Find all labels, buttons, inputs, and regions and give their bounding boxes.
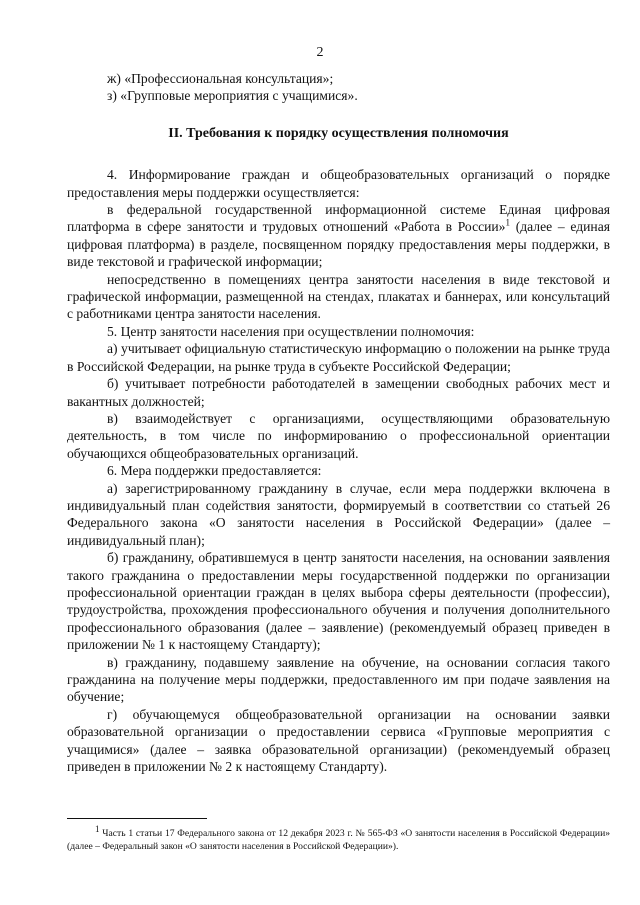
footnote-mark: 1 (95, 823, 100, 834)
section-title: II. Требования к порядку осуществления полномочия (168, 125, 509, 141)
intro-item-z: з) «Групповые мероприятия с учащимися». (107, 88, 358, 104)
paragraph-6: 6. Мера поддержки предоставляется: (107, 463, 322, 479)
paragraph-4-platform-text-end: (далее – единая цифровая платформа) в разделе, посвященном порядку предоставления меры поддержки, в виде текстовой и графической информации; (67, 219, 610, 270)
paragraph-6-c: в) гражданину, подавшему заявление на обучение, на основании согласия такого гражданина на получение меры поддержки, предоставленного им при подаче заявления на обучение; (67, 654, 610, 705)
paragraph-6-a: а) зарегистрированному гражданину в случае, если мера поддержки включена в индивидуальный план содействия занятости, формируемый в соответствии со статьей 26 Федерального закона «О занятости населения в Российской Федерации» (далее – индивидуальный план); (67, 480, 610, 548)
paragraph-5-b: б) учитывает потребности работодателей в замещении свободных рабочих мест и вакантных должностей; (67, 376, 610, 409)
footnote-reference: 1 (505, 217, 510, 228)
intro-item-zh: ж) «Профессиональная консультация»; (107, 71, 334, 86)
footnote-divider (67, 818, 207, 819)
paragraph-4-platform-text: в федеральной государственной информационной системе Единая цифровая платформа в сфере занятости и трудовых отношений «Работа в России» (67, 202, 610, 235)
paragraph-5-a: а) учитывает официальную статистическую информацию о положении на рынке труда в Российской Федерации, на рынке труда в субъекте Российской Федерации; (67, 341, 610, 374)
paragraph-5-c: в) взаимодействует с организациями, осуществляющими образовательную деятельность, в том числе по информированию о профессиональной ориентации обучающихся общеобразовательных организаций. (67, 410, 610, 461)
page-number: 2 (316, 45, 324, 60)
paragraph-4-premises: непосредственно в помещениях центра занятости населения в виде текстовой и графической информации, размещенной на стендах, плакатах и баннерах, или консультаций с работниками центра занятости населения. (67, 271, 610, 322)
paragraph-6-b: б) гражданину, обратившемуся в центр занятости населения, на основании заявления такого гражданина о предоставлении меры государственной поддержки по организации профессиональной ориентации граждан в целях выбора сферы деятельности (профессии), трудоустройства, прохождения профессионального обучения и получения дополнительного профессионального образования (далее – заявление) (рекомендуемый образец приведен в приложении № 1 к настоящему Стандарту); (67, 550, 610, 653)
document-body (67, 70, 610, 775)
paragraph-4-platform (67, 201, 610, 271)
paragraph-5: 5. Центр занятости населения при осуществлении полномочия: (107, 323, 475, 339)
footnote (67, 818, 610, 853)
paragraph-4: 4. Информирование граждан и общеобразовательных организаций о порядке предоставления меры поддержки осуществляется: (67, 167, 610, 200)
footnote-body: Часть 1 статьи 17 Федерального закона от 12 декабря 2023 г. № 565-ФЗ «О занятости населения в Российской Федерации» (далее – Федеральный закон «О занятости населения в Российской Федерации»). (67, 828, 610, 852)
footnote-text (67, 823, 610, 853)
paragraph-6-d: г) обучающемуся общеобразовательной организации на основании заявки образовательной организации о предоставлении сервиса «Групповые мероприятия с учащимися» (далее – заявка образовательной организации) (рекомендуемый образец приведен в приложении № 2 к настоящему Стандарту). (67, 706, 610, 775)
